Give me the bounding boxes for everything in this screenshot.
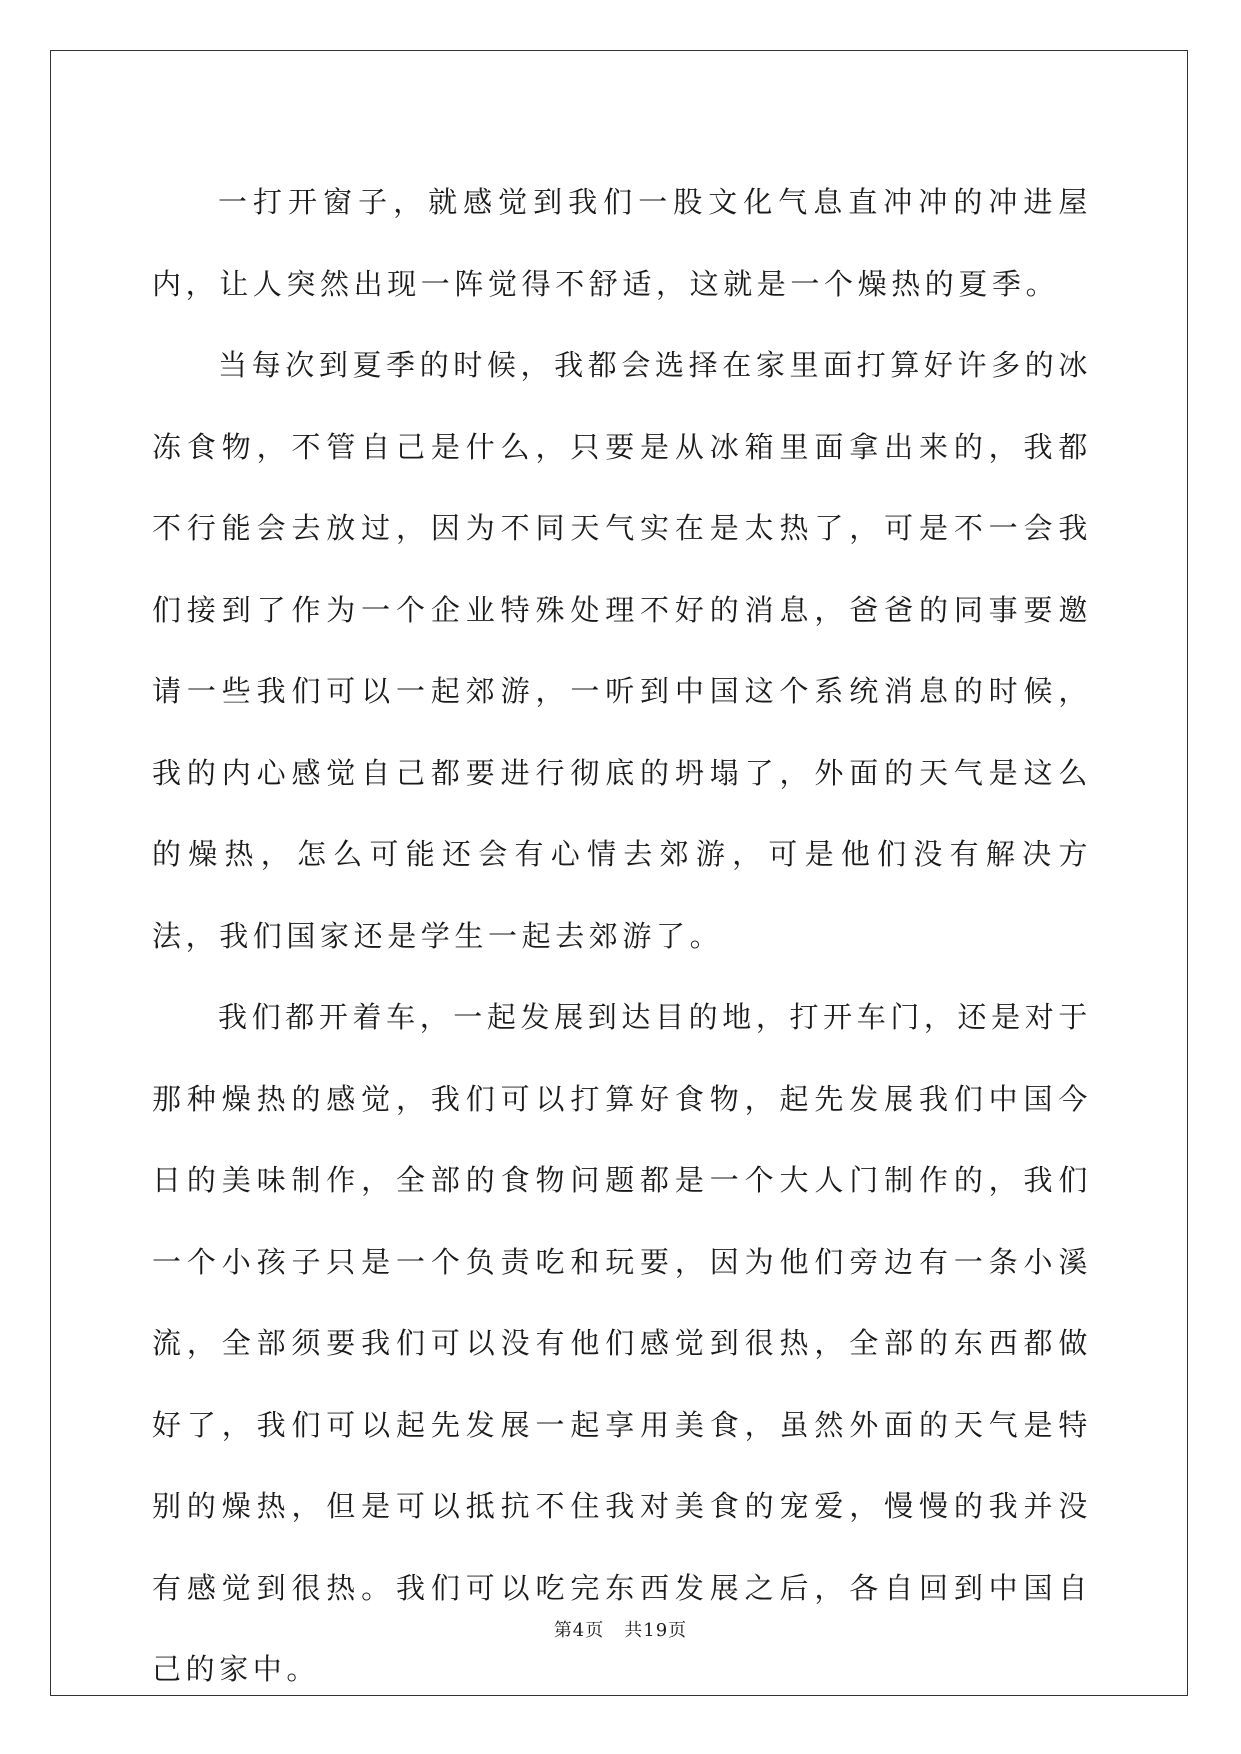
page-number: 第4页: [553, 1620, 605, 1641]
document-body: [152, 162, 1092, 1711]
paragraph: 一打开窗子，就感觉到我们一股文化气息直冲冲的冲进屋内，让人突然出现一阵觉得不舒适，这就是一个燥热的夏季。: [152, 185, 1092, 301]
page-total: 共19页: [624, 1620, 688, 1641]
paragraph: 我们都开着车，一起发展到达目的地，打开车门，还是对于那种燥热的感觉，我们可以打算好食物，起先发展我们中国今日的美味制作，全部的食物问题都是一个大人门制作的，我们一个小孩子只是一个负责吃和玩要，因为他们旁边有一条小溪流，全部须要我们可以没有他们感觉到很热，全部的东西都做好了，我们可以起先发展一起享用美食，虽然外面的天气是特别的燥热，但是可以抵抗不住我对美食的宠爱，慢慢的我并没有感觉到很热。我们可以吃完东西发展之后，各自回到中国自己的家中。: [152, 1000, 1092, 1686]
paragraph: 当每次到夏季的时候，我都会选择在家里面打算好许多的冰冻食物，不管自己是什么，只要是从冰箱里面拿出来的，我都不行能会去放过，因为不同天气实在是太热了，可是不一会我们接到了作为一个企业特殊处理不好的消息，爸爸的同事要邀请一些我们可以一起郊游，一听到中国这个系统消息的时候，我的内心感觉自己都要进行彻底的坍塌了，外面的天气是这么的燥热，怎么可能还会有心情去郊游，可是他们没有解决方法，我们国家还是学生一起去郊游了。: [152, 348, 1092, 953]
page-footer: [0, 1616, 1241, 1642]
